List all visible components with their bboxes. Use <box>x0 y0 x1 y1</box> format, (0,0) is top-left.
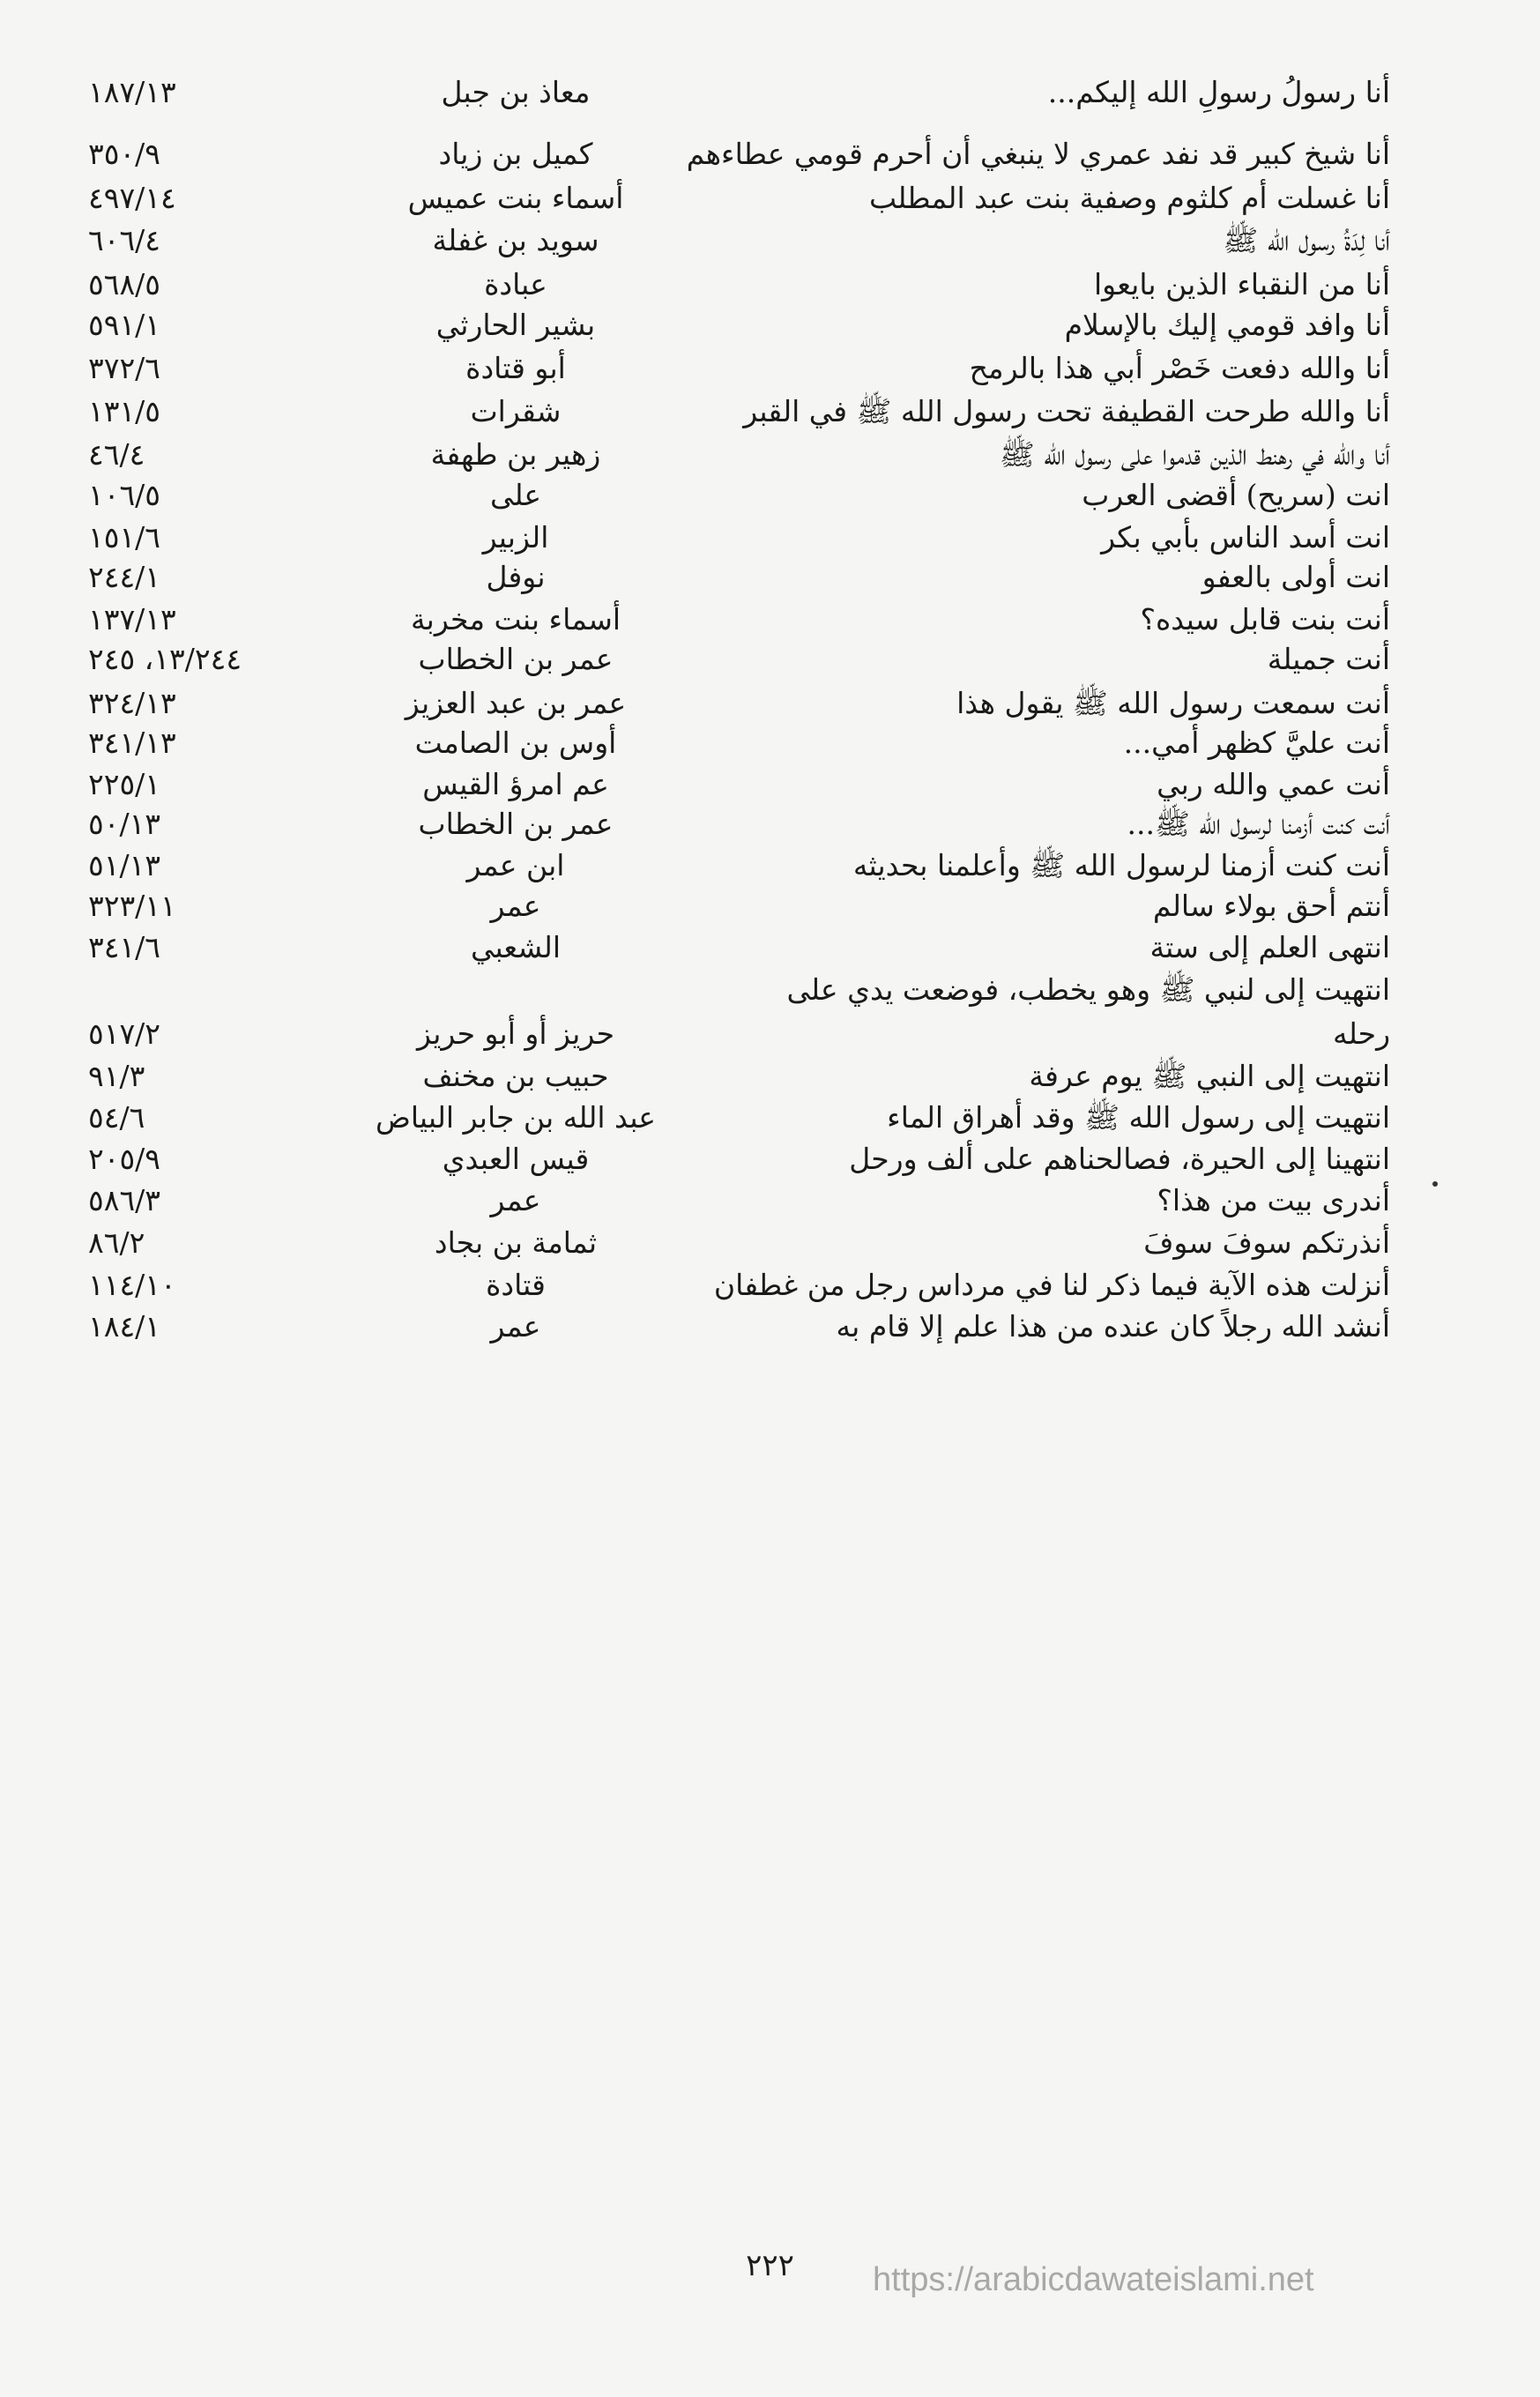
hadith-incipit: أنا والله دفعت خَصْر أبي هذا بالرمح <box>969 351 1390 385</box>
volume-page-ref: ٣٢٣/١١ <box>88 889 176 923</box>
volume-page-ref: ٩١/٣ <box>88 1059 145 1093</box>
narrator: على <box>489 478 542 512</box>
index-row <box>0 62 1540 123</box>
hadith-incipit: انتهينا إلى الحيرة، فصالحناهم على ألف ورحل <box>849 1142 1390 1176</box>
hadith-incipit: أنزلت هذه الآية فيما ذكر لنا في مرداس رجل من غطفان <box>713 1268 1390 1302</box>
hadith-incipit: أنت جميلة <box>1267 642 1390 676</box>
narrator: شقرات <box>470 394 562 428</box>
hadith-incipit: أندرى بيت من هذا؟ <box>1157 1183 1390 1217</box>
narrator: عمر بن الخطاب <box>418 807 614 841</box>
hadith-incipit: أنا لِدَةُ رسول الله ﷺ <box>1223 223 1390 257</box>
narrator: عم امرؤ القيس <box>422 767 609 801</box>
narrator: عمر بن الخطاب <box>418 642 614 676</box>
hadith-incipit: أنا والله طرحت القطيفة تحت رسول الله ﷺ في القبر <box>743 394 1390 428</box>
narrator: أبو قتادة <box>465 351 566 385</box>
volume-page-ref: ٥٦٨/٥ <box>88 267 161 301</box>
hadith-incipit: أنا من النقباء الذين بايعوا <box>1094 267 1390 301</box>
volume-page-ref: ٤٩٧/١٤ <box>88 181 176 215</box>
volume-page-ref: ٣٢٤/١٣ <box>88 686 176 720</box>
volume-page-ref: ١٣٧/١٣ <box>88 602 176 636</box>
volume-page-ref: ٣٥٠/٩ <box>88 137 161 171</box>
narrator: عمر <box>490 889 541 923</box>
volume-page-ref: ٣٧٢/٦ <box>88 351 161 385</box>
narrator: سويد بن غفلة <box>432 223 599 257</box>
hadith-incipit: انتهيت إلى لنبي ﷺ وهو يخطب، فوضعت يدي على <box>786 972 1390 1007</box>
narrator: قتادة <box>486 1268 546 1302</box>
volume-page-ref: ٥٨٦/٣ <box>88 1183 161 1217</box>
watermark-url: https://arabicdawateislami.net <box>873 2261 1314 2298</box>
hadith-incipit: انتهيت إلى النبي ﷺ يوم عرفة <box>1029 1059 1390 1093</box>
hadith-incipit: أنت كنت أزمنا لرسول الله ﷺ... <box>1127 807 1390 841</box>
narrator: نوفل <box>486 560 546 594</box>
narrator: بشير الحارثي <box>435 308 596 342</box>
scan-speck <box>1432 1181 1438 1187</box>
narrator: عمر <box>490 1309 541 1344</box>
page-number: ٢٢٢ <box>746 2248 794 2283</box>
hadith-incipit: انتهى العلم إلى ستة <box>1149 930 1390 964</box>
hadith-incipit: أنا شيخ كبير قد نفد عمري لا ينبغي أن أحرم قومي عطاءهم <box>686 137 1390 171</box>
narrator: حبيب بن مخنف <box>422 1059 609 1093</box>
volume-page-ref: ٢٠٥/٩ <box>88 1142 161 1176</box>
volume-page-ref: ١٨٧/١٣ <box>88 75 176 109</box>
volume-page-ref: ١١٤/١٠ <box>88 1268 176 1302</box>
volume-page-ref: ٣٤١/٦ <box>88 930 161 964</box>
volume-page-ref: ٥١٧/٢ <box>88 1016 161 1051</box>
volume-page-ref: ١٣١/٥ <box>88 394 161 428</box>
index-row <box>0 1296 1540 1358</box>
hadith-incipit: انت أسد الناس بأبي بكر <box>1101 520 1390 555</box>
hadith-incipit: أنا وافد قومي إليك بالإسلام <box>1064 308 1390 342</box>
volume-page-ref: ٦٠٦/٤ <box>88 223 161 257</box>
narrator: الشعبي <box>470 930 562 964</box>
volume-page-ref: ٥٩١/١ <box>88 308 161 342</box>
volume-page-ref: ٥٠/١٣ <box>88 807 161 841</box>
volume-page-ref: ٢٤٤/١ <box>88 560 161 594</box>
volume-page-ref: ٥٤/٦ <box>88 1100 145 1135</box>
hadith-incipit: أنا والله في رهنط الذين قدموا على رسول الله ﷺ <box>999 437 1390 472</box>
volume-page-ref: ١٥١/٦ <box>88 520 161 555</box>
hadith-incipit: أنت كنت أزمنا لرسول الله ﷺ وأعلمنا بحديثه <box>852 848 1390 882</box>
volume-page-ref: ٨٦/٢ <box>88 1225 145 1260</box>
hadith-incipit: أنت عليَّ كظهر أمي... <box>1123 726 1390 760</box>
narrator: ثمامة بن بجاد <box>434 1225 598 1260</box>
hadith-incipit: أنت سمعت رسول الله ﷺ يقول هذا <box>956 686 1390 720</box>
volume-page-ref: ٥١/١٣ <box>88 848 161 882</box>
narrator: عبادة <box>484 267 547 301</box>
hadith-incipit: أنشد الله رجلاً كان عنده من هذا علم إلا قام به <box>836 1309 1390 1344</box>
narrator: كميل بن زياد <box>438 137 593 171</box>
narrator: قيس العبدي <box>442 1142 590 1176</box>
narrator: حريز أو أبو حريز <box>417 1016 614 1051</box>
narrator: ابن عمر <box>466 848 565 882</box>
narrator: أسماء بنت عميس <box>407 181 624 215</box>
hadith-incipit: انت (سريح) أقضى العرب <box>1082 478 1390 512</box>
hadith-incipit: أنت عمي والله ربي <box>1157 767 1390 801</box>
narrator: عبد الله بن جابر البياض <box>375 1100 656 1135</box>
narrator: معاذ بن جبل <box>441 75 591 109</box>
volume-page-ref: ١٠٦/٥ <box>88 478 161 512</box>
narrator: زهير بن طهفة <box>430 437 601 472</box>
narrator: أوس بن الصامت <box>414 726 617 760</box>
hadith-incipit: أنا رسولُ رسولِ الله إليكم... <box>1047 75 1390 109</box>
hadith-incipit: أنت بنت قابل سيده؟ <box>1140 602 1390 636</box>
narrator: الزبير <box>482 520 549 555</box>
volume-page-ref: ٢٢٥/١ <box>88 767 161 801</box>
hadith-incipit: أنذرتكم سوفَ سوفَ <box>1143 1225 1390 1260</box>
narrator: عمر بن عبد العزيز <box>405 686 627 720</box>
hadith-incipit: أنا غسلت أم كلثوم وصفية بنت عبد المطلب <box>868 181 1390 215</box>
hadith-incipit: انتهيت إلى رسول الله ﷺ وقد أهراق الماء <box>887 1100 1390 1135</box>
volume-page-ref: ١٨٤/١ <box>88 1309 161 1344</box>
hadith-incipit: رحله <box>1333 1016 1390 1051</box>
hadith-incipit: أنتم أحق بولاء سالم <box>1152 889 1390 923</box>
hadith-incipit: انت أولى بالعفو <box>1201 560 1390 594</box>
narrator: عمر <box>490 1183 541 1217</box>
volume-page-ref: ٣٤١/١٣ <box>88 726 176 760</box>
volume-page-ref: ١٣/٢٤٤، ٢٤٥ <box>88 642 242 676</box>
narrator: أسماء بنت مخربة <box>410 602 621 636</box>
volume-page-ref: ٤٦/٤ <box>88 437 145 472</box>
